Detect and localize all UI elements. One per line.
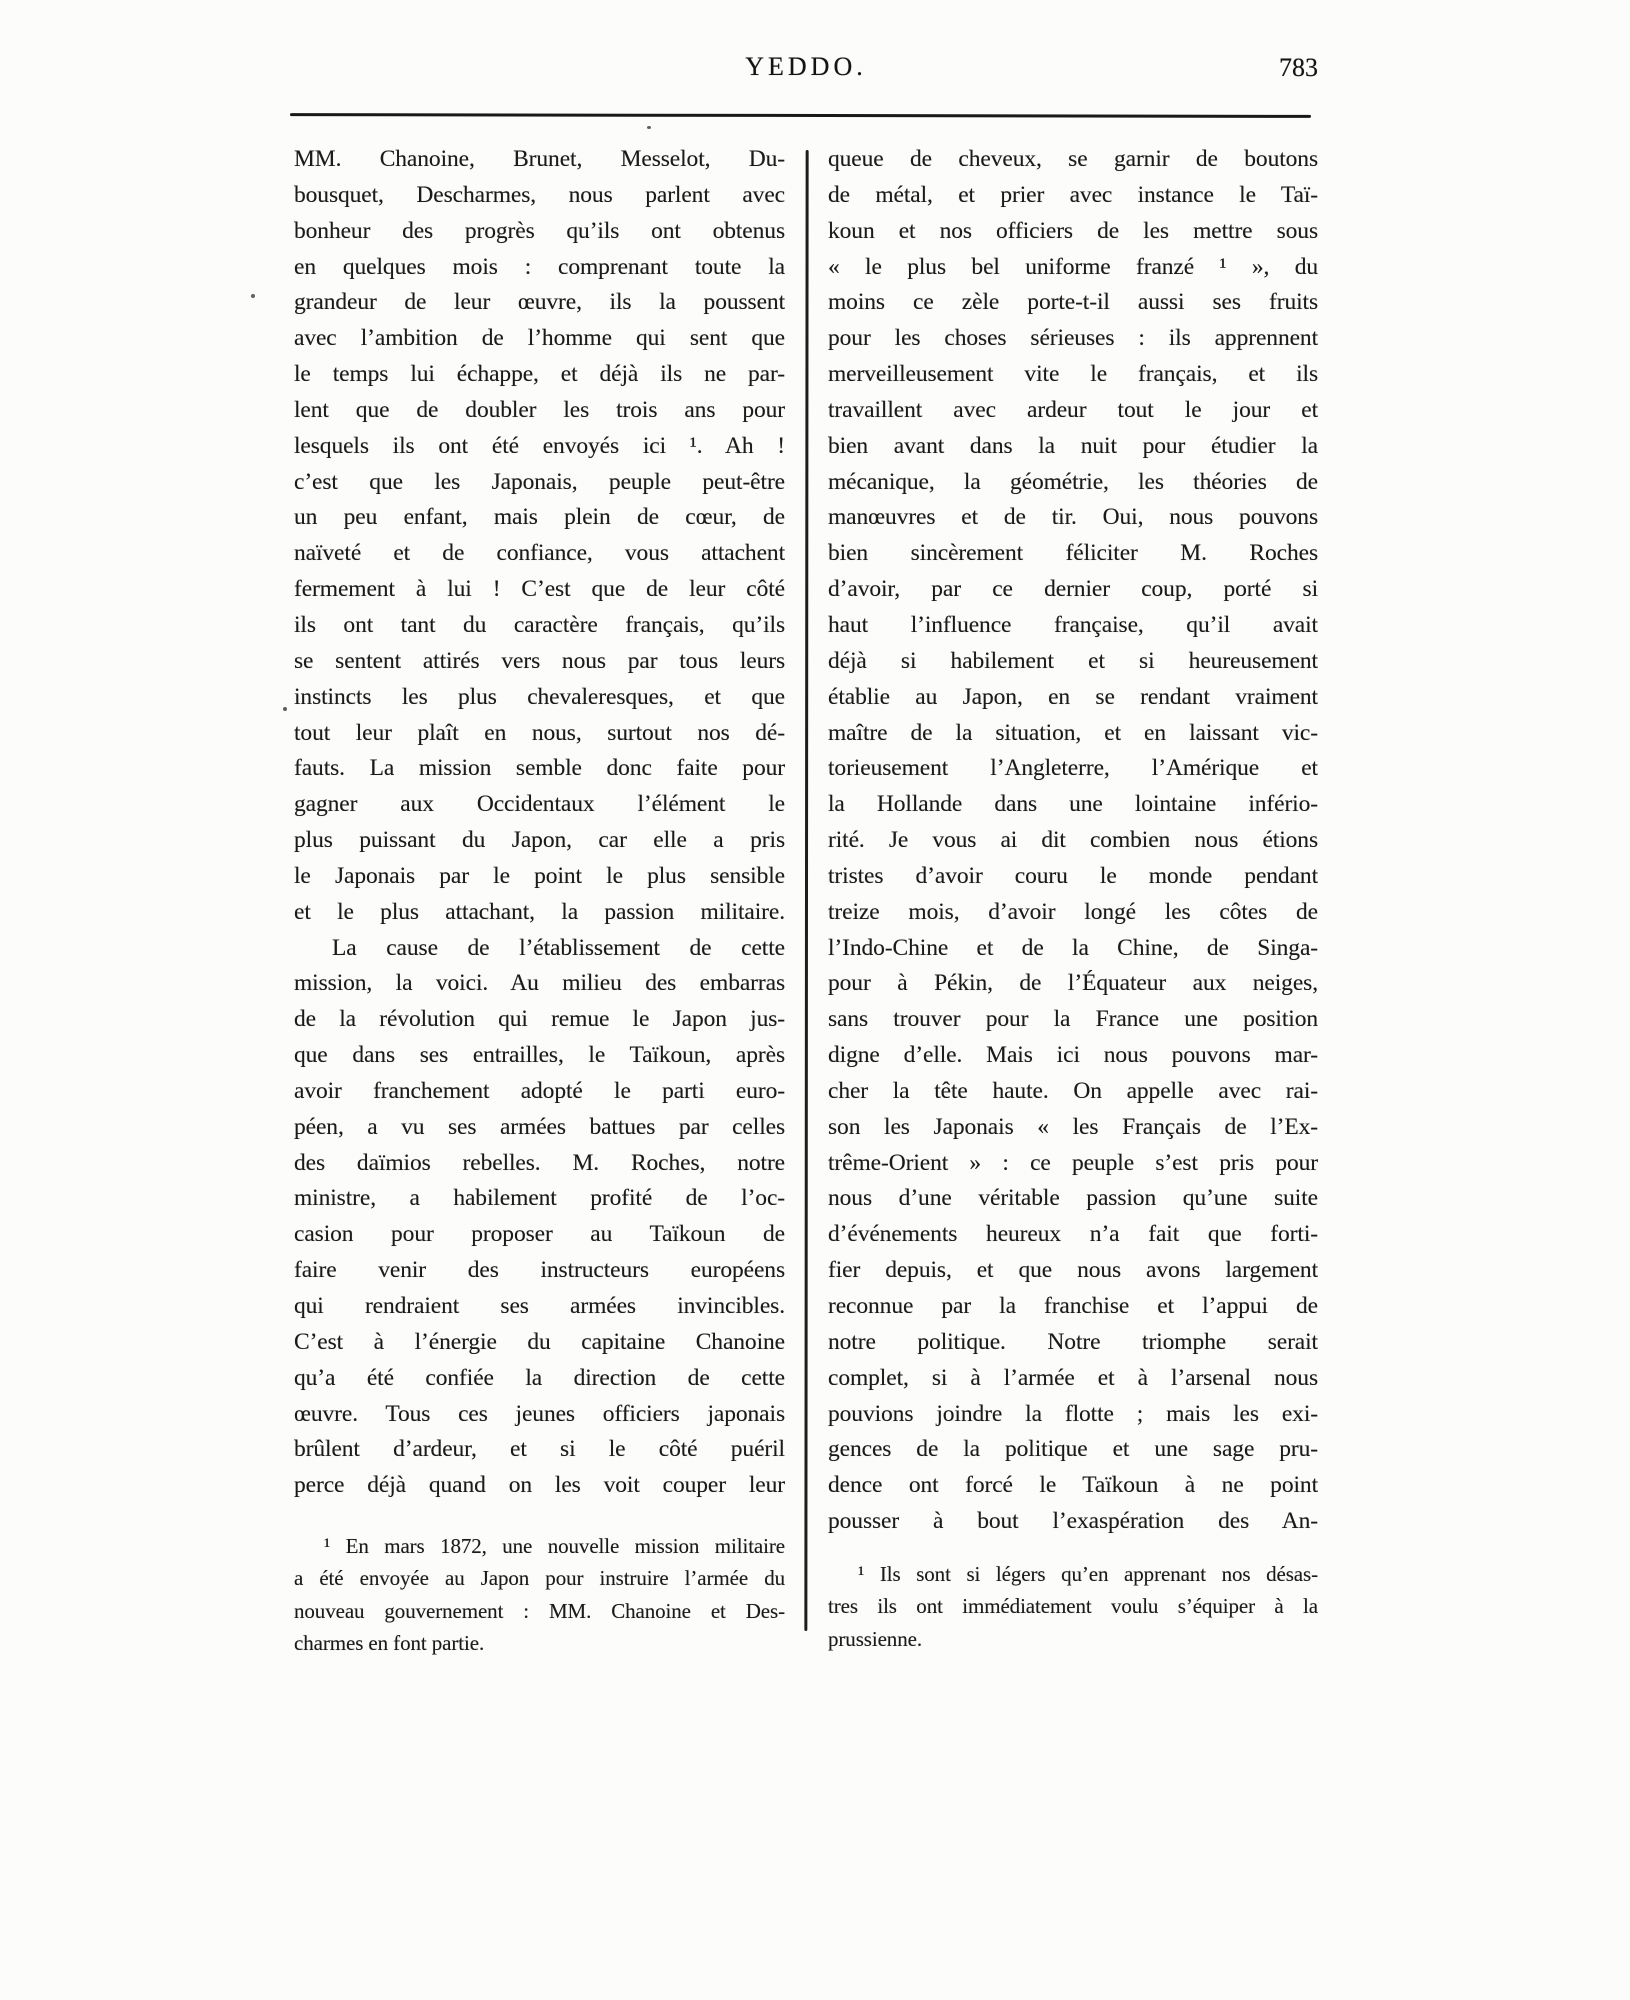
running-title: YEDDO.	[745, 52, 867, 81]
text-line: maître de la situation, et en laissant vic-	[828, 719, 1318, 746]
text-line: établie au Japon, en se rendant vraiment	[828, 683, 1318, 710]
text-line: avoir franchement adopté le parti euro-	[294, 1077, 785, 1104]
text-line: qui rendraient ses armées invincibles.	[294, 1293, 785, 1319]
text-line: brûlent d’ardeur, et si le côté puéril	[294, 1436, 785, 1463]
text-line: torieusement l’Angleterre, l’Amérique et	[828, 755, 1318, 782]
text-line: le temps lui échappe, et déjà ils ne par-	[294, 361, 785, 388]
column-divider-rule	[804, 150, 808, 1631]
header-rule	[290, 113, 1311, 118]
left-column-footnote	[294, 1530, 785, 1659]
text-line: digne d’elle. Mais ici nous pouvons mar-	[828, 1042, 1318, 1069]
text-line: plus puissant du Japon, car elle a pris	[294, 827, 785, 854]
text-line: bien avant dans la nuit pour étudier la	[828, 432, 1318, 459]
text-line: trême-Orient » : ce peuple s’est pris pour	[828, 1149, 1318, 1176]
left-column	[294, 142, 785, 1659]
text-line: koun et nos officiers de les mettre sous	[828, 217, 1318, 244]
text-line: que dans ses entrailles, le Taïkoun, après	[294, 1042, 785, 1069]
text-line: prussienne.	[828, 1626, 922, 1651]
text-line: casion pour proposer au Taïkoun de	[294, 1221, 785, 1248]
text-line: et le plus attachant, la passion militaire.	[294, 898, 785, 925]
text-line: gences de la politique et une sage pru-	[828, 1436, 1318, 1463]
text-line: pousser à bout l’exaspération des An-	[828, 1508, 1318, 1535]
text-line: tristes d’avoir couru le monde pendant	[828, 862, 1318, 889]
scan-speck	[251, 294, 255, 298]
text-line: fauts. La mission semble donc faite pour	[294, 755, 785, 782]
text-line: queue de cheveux, se garnir de boutons	[828, 146, 1318, 172]
right-column-paragraph	[828, 142, 1318, 1540]
text-line: La cause de l’établissement de cette	[332, 934, 785, 961]
text-line: bonheur des progrès qu’ils ont obtenus	[294, 217, 785, 244]
text-line: rité. Je vous ai dit combien nous étions	[828, 827, 1318, 854]
text-line: pouvions joindre la flotte ; mais les exi-	[828, 1400, 1318, 1427]
text-line: manœuvres et de tir. Oui, nous pouvons	[828, 504, 1318, 531]
text-line: nous d’une véritable passion qu’une suite	[828, 1185, 1318, 1212]
left-column-paragraph-2	[294, 931, 785, 1505]
text-line: MM. Chanoine, Brunet, Messelot, Du-	[294, 146, 785, 172]
text-line: c’est que les Japonais, peuple peut-être	[294, 468, 785, 495]
text-line: de métal, et prier avec instance le Taï-	[828, 181, 1318, 208]
text-line: merveilleusement vite le français, et ils	[828, 361, 1318, 388]
running-head	[294, 52, 1318, 92]
text-line: faire venir des instructeurs européens	[294, 1257, 785, 1284]
text-line: fier depuis, et que nous avons largement	[828, 1257, 1318, 1284]
scan-speck	[647, 126, 651, 129]
text-line: moins ce zèle porte-t-il aussi ses fruits	[828, 289, 1318, 316]
text-line: un peu enfant, mais plein de cœur, de	[294, 504, 785, 531]
text-line: lesquels ils ont été envoyés ici ¹. Ah !	[294, 432, 785, 459]
text-line: charmes en font partie.	[294, 1630, 485, 1655]
text-line: se sentent attirés vers nous par tous leurs	[294, 647, 785, 674]
text-line: avec l’ambition de l’homme qui sent que	[294, 325, 785, 352]
text-line: sans trouver pour la France une position	[828, 1006, 1318, 1033]
right-column	[828, 142, 1318, 1655]
text-line: la Hollande dans une lointaine infério-	[828, 791, 1318, 818]
text-line: grandeur de leur œuvre, ils la poussent	[294, 289, 785, 316]
text-line: naïveté et de confiance, vous attachent	[294, 540, 785, 567]
text-line: « le plus bel uniforme franzé ¹ », du	[828, 253, 1318, 280]
text-line: instincts les plus chevaleresques, et que	[294, 683, 785, 710]
text-line: complet, si à l’armée et à l’arsenal nous	[828, 1364, 1318, 1391]
text-line: ¹ Ils sont si légers qu’en apprenant nos désas-	[858, 1561, 1318, 1586]
text-line: ¹ En mars 1872, une nouvelle mission militaire	[324, 1534, 785, 1559]
text-line: l’Indo-Chine et de la Chine, de Singa-	[828, 934, 1318, 961]
text-line: pour les choses sérieuses : ils apprennent	[828, 325, 1318, 352]
text-line: d’événements heureux n’a fait que forti-	[828, 1221, 1318, 1248]
left-column-paragraph-1	[294, 142, 785, 931]
text-line: mécanique, la géométrie, les théories de	[828, 468, 1318, 495]
text-line: reconnue par la franchise et l’appui de	[828, 1293, 1318, 1319]
right-column-footnote	[828, 1558, 1318, 1655]
text-line: qu’a été confiée la direction de cette	[294, 1364, 785, 1391]
text-line: tres ils ont immédiatement voulu s’équiper à la	[828, 1594, 1318, 1619]
text-line: cher la tête haute. On appelle avec rai-	[828, 1077, 1318, 1104]
text-line: ils ont tant du caractère français, qu’ils	[294, 611, 785, 638]
text-line: bien sincèrement féliciter M. Roches	[828, 540, 1318, 567]
text-line: péen, a vu ses armées battues par celles	[294, 1113, 785, 1140]
text-line: déjà si habilement et si heureusement	[828, 647, 1318, 674]
page-number: 783	[1279, 53, 1318, 82]
text-line: des daïmios rebelles. M. Roches, notre	[294, 1149, 785, 1176]
text-line: lent que de doubler les trois ans pour	[294, 396, 785, 423]
text-line: a été envoyée au Japon pour instruire l’armée du	[294, 1566, 785, 1591]
text-line: nouveau gouvernement : MM. Chanoine et Des-	[294, 1598, 785, 1623]
text-line: C’est à l’énergie du capitaine Chanoine	[294, 1328, 785, 1355]
text-line: bousquet, Descharmes, nous parlent avec	[294, 181, 785, 208]
text-line: travaillent avec ardeur tout le jour et	[828, 396, 1318, 423]
text-line: gagner aux Occidentaux l’élément le	[294, 791, 785, 818]
scan-speck	[283, 707, 287, 711]
text-line: de la révolution qui remue le Japon jus-	[294, 1006, 785, 1033]
text-line: ministre, a habilement profité de l’oc-	[294, 1185, 785, 1212]
text-line: en quelques mois : comprenant toute la	[294, 253, 785, 280]
text-line: le Japonais par le point le plus sensible	[294, 862, 785, 889]
text-line: son les Japonais « les Français de l’Ex-	[828, 1113, 1318, 1140]
text-line: fermement à lui ! C’est que de leur côté	[294, 576, 785, 603]
text-line: pour à Pékin, de l’Équateur aux neiges,	[828, 970, 1318, 997]
text-line: haut l’influence française, qu’il avait	[828, 611, 1318, 638]
text-line: œuvre. Tous ces jeunes officiers japonais	[294, 1400, 785, 1427]
text-line: dence ont forcé le Taïkoun à ne point	[828, 1472, 1318, 1499]
text-line: mission, la voici. Au milieu des embarras	[294, 970, 785, 997]
text-line: perce déjà quand on les voit couper leur	[294, 1472, 785, 1499]
text-line: treize mois, d’avoir longé les côtes de	[828, 898, 1318, 925]
text-line: notre politique. Notre triomphe serait	[828, 1328, 1318, 1355]
text-line: tout leur plaît en nous, surtout nos dé-	[294, 719, 785, 746]
text-line: d’avoir, par ce dernier coup, porté si	[828, 576, 1318, 603]
